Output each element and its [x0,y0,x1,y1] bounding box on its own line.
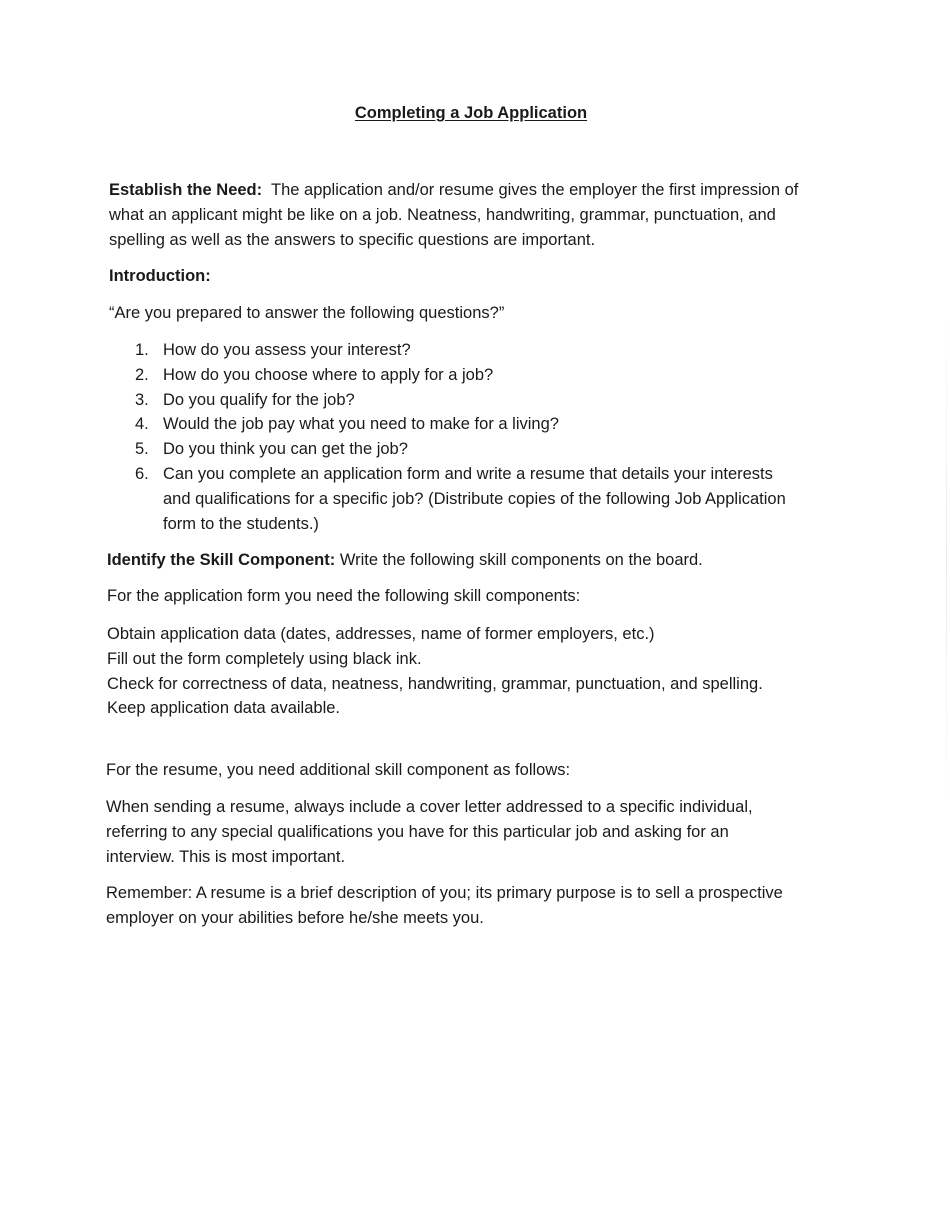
resume-line-2: referring to any special qualifications you have for this particular job and asking for an [106,822,729,841]
skill-component-paragraph [107,548,703,573]
question-number: 1. [135,341,149,359]
resume-intro: For the resume, you need additional skill component as follows: [106,761,571,779]
application-items [107,622,763,721]
resume-line-3: interview. This is most important. [106,847,346,866]
question-text: How do you choose where to apply for a job? [163,365,494,384]
remember-line-1: Remember: A resume is a brief description of you; its primary purpose is to sell a prospective [106,884,783,902]
question-number: 4. [135,415,149,434]
skill-component-label: Identify the Skill Component: [107,551,336,569]
question-text: Would the job pay what you need to make for a living? [163,415,559,434]
resume-line-1: When sending a resume, always include a cover letter addressed to a specific individual, [106,798,753,816]
document-title: Completing a Job Application [354,104,588,122]
list-item [135,412,786,437]
establish-need-line-3: spelling as well as the answers to specific questions are important. [109,230,596,249]
establish-need-text-1: The application and/or resume gives the employer the first impression of [271,181,799,199]
scan-edge-shadow [946,300,947,820]
question-number: 6. [135,464,149,483]
question-text: How do you assess your interest? [163,341,411,359]
application-item: Fill out the form completely using black ink. [107,649,422,668]
application-item: Keep application data available. [107,699,341,718]
skill-component-text: Write the following skill components on the board. [339,551,703,569]
establish-need-line-1 [109,178,798,203]
question-number: 3. [135,390,149,409]
list-item [135,338,786,363]
list-item [135,462,786,536]
skill-component-line [107,548,703,573]
question-text: Do you qualify for the job? [163,390,355,409]
establish-need-line-2: what an applicant might be like on a job. Neatness, handwriting, grammar, punctuation, and [109,205,776,224]
resume-paragraph [106,795,753,869]
establish-need-paragraph [109,178,798,252]
introduction-label: Introduction: [109,267,211,285]
question-prompt: “Are you prepared to answer the following questions?” [109,304,505,322]
introduction-heading [109,264,211,289]
question-text-line-1: Can you complete an application form and write a resume that details your interests [163,464,773,483]
application-item: Check for correctness of data, neatness, handwriting, grammar, punctuation, and spelling. [107,674,763,693]
questions-list [135,338,786,536]
question-text-line-3: form to the students.) [163,514,319,533]
list-item [135,388,786,413]
list-item [135,437,786,462]
list-item [135,363,786,388]
question-number: 5. [135,440,149,459]
question-text-line-2: and qualifications for a specific job? (Distribute copies of the following Job Application [163,489,786,508]
remember-line-2: employer on your abilities before he/she meets you. [106,908,484,927]
application-item: Obtain application data (dates, addresses, name of former employers, etc.) [107,625,655,643]
application-intro: For the application form you need the following skill components: [107,587,581,605]
question-number: 2. [135,365,149,384]
establish-need-label: Establish the Need: [109,181,263,199]
remember-paragraph [106,881,783,931]
question-text: Do you think you can get the job? [163,440,408,459]
